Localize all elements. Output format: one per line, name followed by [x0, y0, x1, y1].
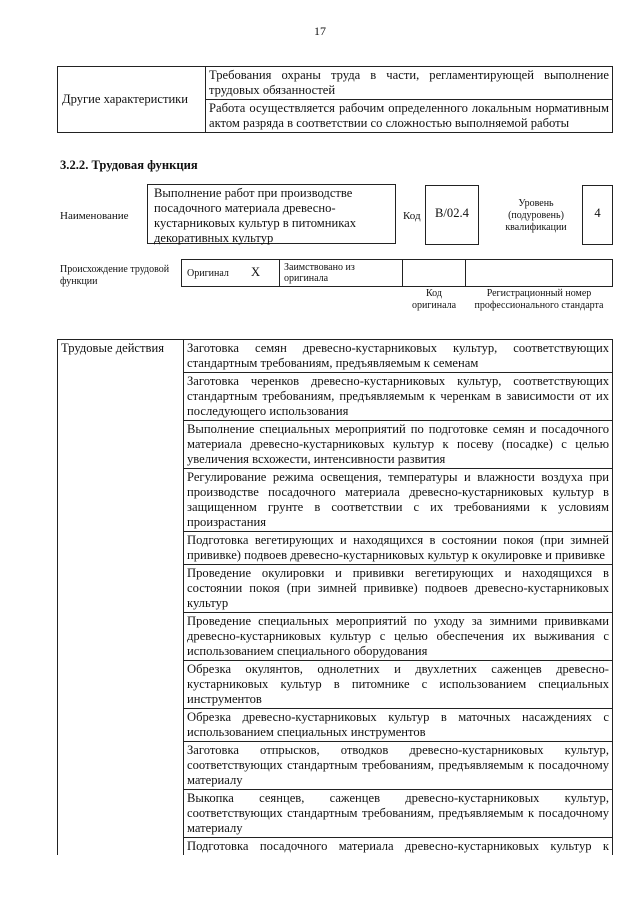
labor-safety-text: Требования охраны труда в части, регламентирующей выполнение трудовых обязанностей [209, 68, 609, 97]
labor-action-text: Проведение окулировки и прививки вегетирующих и находящихся в состоянии покоя (при зимней прививке) подвоев древесно-кустарниковых культур [187, 566, 609, 610]
page-number: 17 [314, 24, 326, 38]
other-characteristics-label [58, 67, 206, 133]
other-characteristics-table [57, 66, 613, 133]
table-row [58, 340, 613, 373]
labor-action-text: Заготовка семян древесно-кустарниковых культур, соответствующих стандартным требованиям, предъявляемым к семенам [187, 341, 609, 370]
labor-action-item [184, 565, 613, 613]
labor-action-item [184, 613, 613, 661]
code-label: Код [403, 210, 421, 222]
level-label: Уровень (подуровень) квалификации [505, 198, 567, 233]
labor-action-item [184, 373, 613, 421]
origin-label: Происхождение трудовой функции [60, 264, 170, 287]
work-rank-text: Работа осуществляется рабочим определенного локальным нормативным актом разряда в соответствии со сложностью выполняемой работы [209, 101, 609, 130]
top-table-row [206, 67, 613, 100]
labor-actions-label-text: Трудовые действия [61, 341, 165, 355]
labor-action-text: Подготовка вегетирующих и находящихся в состоянии покоя (при зимней прививке) подвоев древесно-кустарниковых культур к окулировке и прививке [187, 533, 609, 562]
labor-action-text: Заготовка черенков древесно-кустарниковых культур, соответствующих стандартным требованиям, предъявляемым к черенкам в зависимости от их последующего использования [187, 374, 609, 418]
labor-action-text: Обрезка окулянтов, однолетних и двухлетних саженцев древесно-кустарниковых культур в питомнике с использованием специальных инструментов [187, 662, 609, 706]
labor-action-text: Выполнение специальных мероприятий по подготовке семян и посадочного материала древесно-кустарниковых культур к посеву (посадке) с целью увеличения всхожести, интенсивности развития [187, 422, 609, 466]
labor-action-item [184, 421, 613, 469]
other-characteristics-label-text: Другие характеристики [62, 92, 189, 106]
origin-box [181, 259, 613, 287]
top-table-row [206, 100, 613, 133]
labor-action-text: Заготовка отпрысков, отводков древесно-кустарниковых культур, соответствующих стандартным требованиям, предъявляемым к посадочному материалу [187, 743, 609, 787]
labor-action-text: Регулирование режима освещения, температуры и влажности воздуха при производстве посадочного материала древесно-кустарниковых культур в защищенном грунте в соответствии с их требованиями к условиям произрастания [187, 470, 609, 529]
labor-action-item [184, 661, 613, 709]
labor-actions-table [57, 339, 613, 855]
function-name-text: Выполнение работ при производстве посадочного материала древесно-кустарниковых культур в питомниках декоративных культур [154, 186, 357, 245]
labor-action-text: Проведение специальных мероприятий по уходу за зимними прививками древесно-кустарниковых культур с целью обеспечения их выживания с использованием специального оборудования [187, 614, 609, 658]
labor-actions-label [58, 340, 184, 856]
reg-number-caption: Регистрационный номер профессионального стандарта [474, 288, 604, 311]
borrowed-label: Заимствовано из оригинала [284, 262, 355, 284]
labor-action-item [184, 469, 613, 532]
code-box [425, 185, 479, 245]
labor-action-text: Подготовка посадочного материала древесно-кустарниковых культур к [187, 839, 609, 853]
function-name-box [147, 184, 396, 244]
labor-action-item [184, 532, 613, 565]
labor-action-item [184, 838, 613, 856]
naming-label: Наименование [60, 210, 129, 222]
original-label: Оригинал [187, 268, 229, 279]
level-value: 4 [594, 206, 601, 220]
labor-action-text: Выкопка сеянцев, саженцев древесно-кустарниковых культур, соответствующих стандартным требованиям, предъявляемым к посадочному материалу [187, 791, 609, 835]
labor-action-item [184, 340, 613, 373]
code-original-caption: Код оригинала [411, 288, 457, 311]
code-value: B/02.4 [435, 206, 469, 220]
original-mark: X [251, 265, 261, 279]
section-title: 3.2.2. Трудовая функция [60, 158, 198, 172]
labor-action-item [184, 709, 613, 742]
level-box [582, 185, 613, 245]
labor-action-item [184, 742, 613, 790]
labor-action-text: Обрезка древесно-кустарниковых культур в маточных насаждениях с использованием специальных инструментов [187, 710, 609, 739]
labor-action-item [184, 790, 613, 838]
